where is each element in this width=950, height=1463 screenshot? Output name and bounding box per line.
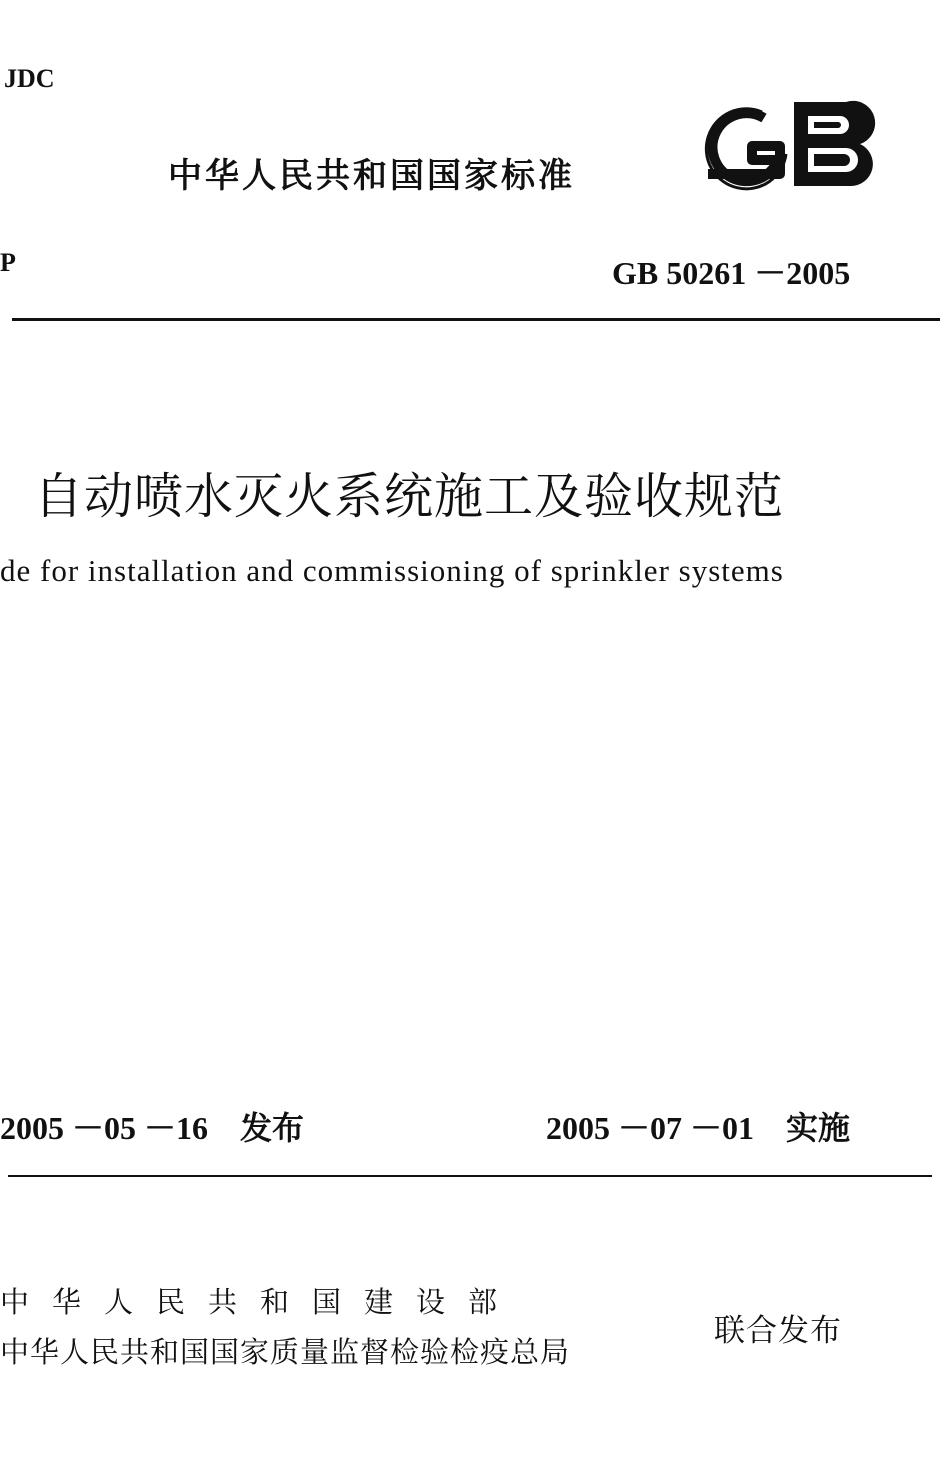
left-classification-code: P: [0, 248, 16, 277]
issuer-aqsiq: 中华人民共和国国家质量监督检验检疫总局: [0, 1335, 571, 1369]
joint-release-label: 联合发布: [714, 1313, 842, 1349]
english-title: de for installation and commissioning of sprinkler systems: [0, 553, 784, 588]
udc-label: JDC: [4, 64, 55, 93]
national-standard-heading: 中华人民共和国国家标准: [168, 156, 575, 196]
gb-logo-icon: [700, 96, 884, 192]
issue-date: 2005 －05 －16 发布: [0, 1110, 305, 1146]
issuer-ministry: 中华人民共和国建设部: [0, 1285, 521, 1319]
top-divider: [12, 318, 940, 321]
bottom-divider: [8, 1175, 932, 1177]
implementation-date: 2005 －07 －01 实施: [546, 1110, 851, 1146]
chinese-title: 自动喷水灭火系统施工及验收规范: [34, 468, 785, 525]
standard-number: GB 50261 －2005: [612, 255, 851, 291]
